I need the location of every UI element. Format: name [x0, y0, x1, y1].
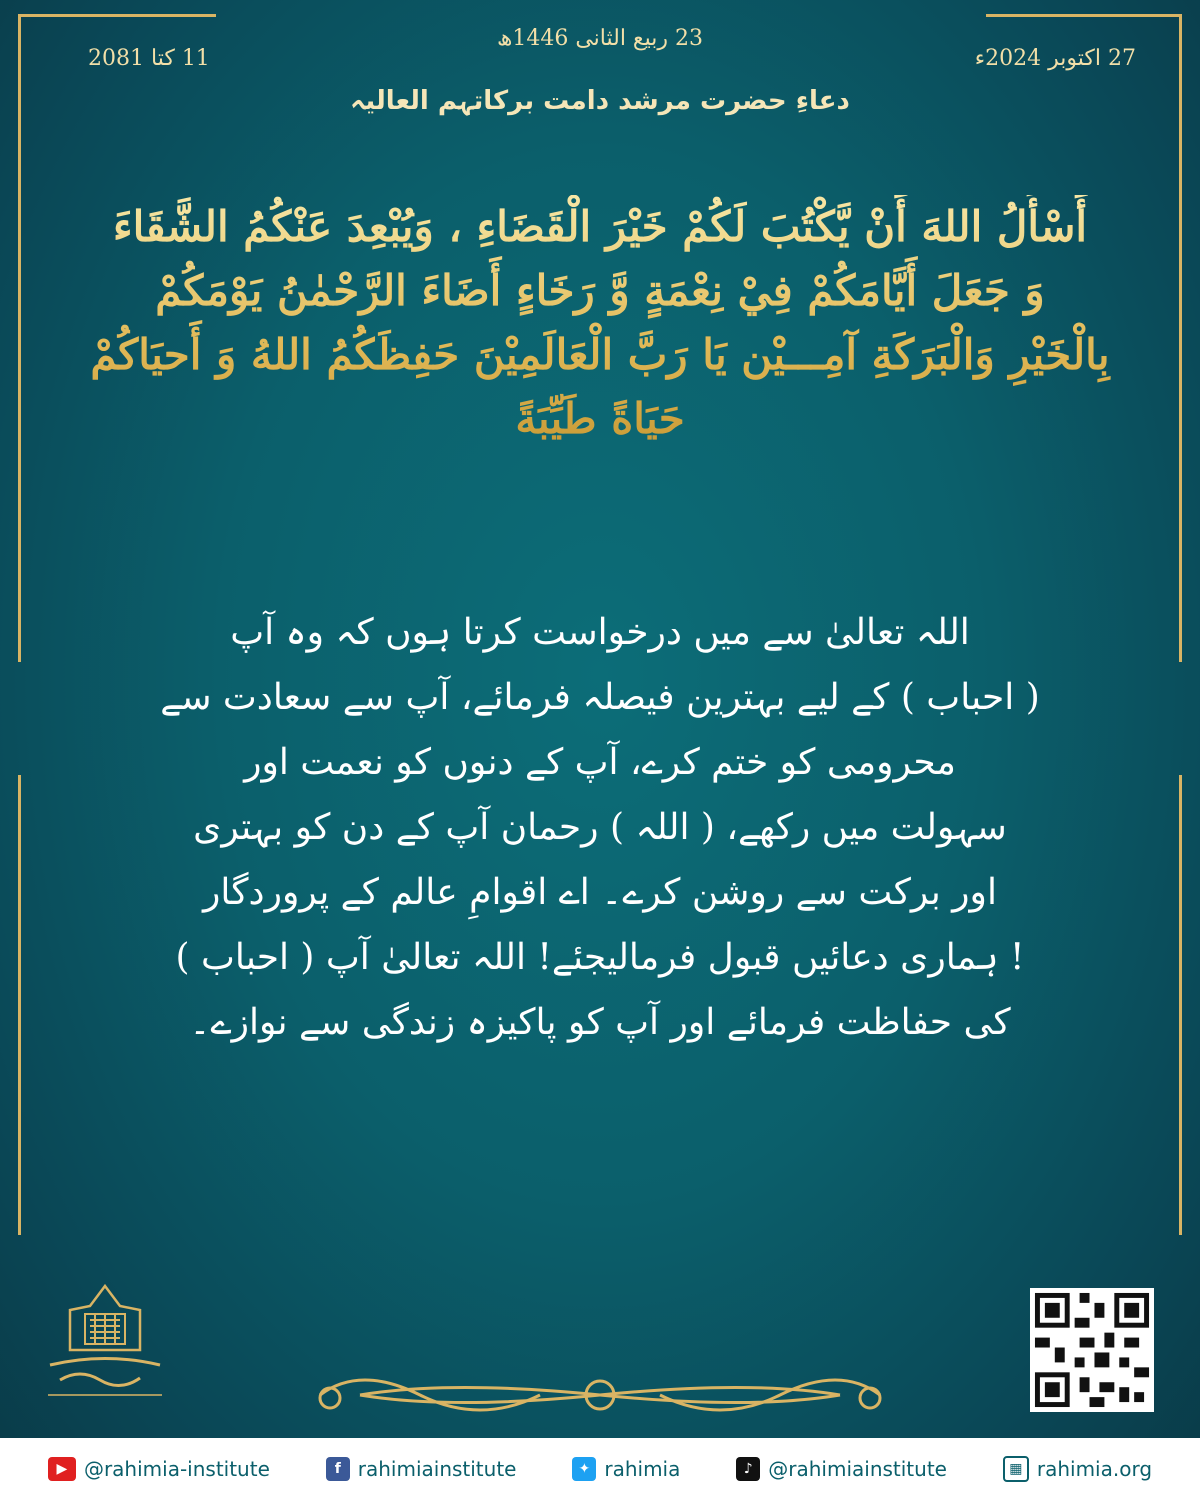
gold-ornament-icon — [300, 1360, 900, 1430]
website-url: rahimia.org — [1036, 1457, 1153, 1481]
hijri-date: 23 ربیع الثانی 1446ھ — [496, 26, 704, 51]
arabic-line: وَ جَعَلَ أَيَّامَكُمْ فِيْ نِعْمَةٍ وَّ رَخَاءٍ أَضَاءَ الرَّحْمٰنُ يَوْمَكُمْ — [155, 266, 1045, 315]
urdu-line: اللہ تعالیٰ سے میں درخواست کرتا ہوں کہ وہ آپ — [230, 612, 970, 653]
twitter-icon: ✦ — [572, 1457, 596, 1481]
tiktok-link[interactable] — [736, 1457, 947, 1481]
frame-top-right-h — [986, 14, 1182, 17]
urdu-line: اور برکت سے روشن کرے۔ اے اقوامِ عالم کے پروردگار — [203, 872, 997, 913]
arabic-line: حَيَاةً طَيِّبَةً — [515, 394, 685, 443]
arabic-dua — [70, 195, 1130, 451]
youtube-link[interactable] — [48, 1457, 270, 1481]
facebook-link[interactable] — [326, 1457, 517, 1481]
urdu-line: سہولت میں رکھے، ( اللہ ) رحمان آپ کے دن کو بہتری — [193, 807, 1007, 848]
footer-bar — [0, 1438, 1200, 1500]
urdu-line: ! ہماری دعائیں قبول فرمالیجئے! اللہ تعالیٰ آپ ( احباب ) — [175, 937, 1025, 978]
page-title: دعاءِ حضرت مرشد دامت برکاتہم العالیہ — [350, 86, 850, 116]
urdu-line: کی حفاظت فرمائے اور آپ کو پاکیزہ زندگی سے نوازے۔ — [189, 1002, 1011, 1043]
gregorian-date: 27 اکتوبر 2024ء — [974, 46, 1136, 71]
tiktok-handle: @rahimiainstitute — [768, 1457, 947, 1481]
urdu-line: محرومی کو ختم کرے، آپ کے دنوں کو نعمت اور — [244, 742, 956, 783]
youtube-icon: ▶ — [48, 1457, 76, 1481]
facebook-handle: rahimiainstitute — [357, 1457, 517, 1481]
tiktok-icon: ♪ — [736, 1457, 760, 1481]
twitter-handle: rahimia — [604, 1457, 681, 1481]
website-link[interactable] — [1003, 1456, 1152, 1482]
facebook-icon: f — [326, 1457, 350, 1481]
serial-number: 11 کتا 2081 — [88, 46, 210, 71]
arabic-line: أَسْأَلُ اللهَ أَنْ يَّكْتُبَ لَكُمْ خَيْرَ الْقَضَاءِ ، وَيُبْعِدَ عَنْكُمُ الشَّقَاءَ — [112, 202, 1088, 251]
frame-bottom-right-v — [1179, 775, 1182, 1235]
rahimia-logo-icon — [40, 1280, 170, 1410]
arabic-line: بِالْخَيْرِ وَالْبَرَكَةِ آمِـــيْن يَا رَبَّ الْعَالَمِيْنَ حَفِظَكُمُ اللهُ وَ أَحيَاكُمْ — [90, 330, 1110, 379]
urdu-line: ( احباب ) کے لیے بہترین فیصلہ فرمائے، آپ سے سعادت سے — [160, 677, 1040, 718]
frame-top-left-h — [18, 14, 216, 17]
qr-code-icon — [1030, 1288, 1154, 1412]
twitter-link[interactable] — [572, 1457, 680, 1481]
frame-bottom-left-v — [18, 775, 21, 1235]
urdu-translation — [110, 600, 1090, 1055]
youtube-handle: @rahimia-institute — [83, 1457, 270, 1481]
globe-icon: ▦ — [1003, 1456, 1029, 1482]
